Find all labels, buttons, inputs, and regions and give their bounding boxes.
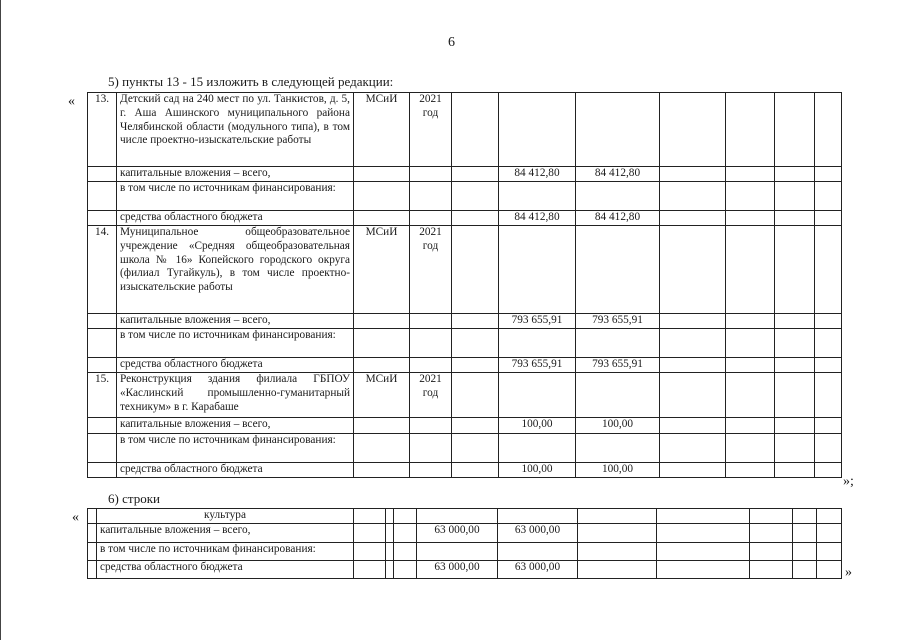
table2-open-quote: « [72, 510, 79, 525]
item-agency: МСиИ [354, 226, 410, 314]
regional-value-1: 100,00 [499, 463, 576, 478]
sources-label: в том числе по источникам финансирования: [117, 329, 354, 358]
sources-label: в том числе по источникам финансирования: [117, 182, 354, 211]
table-row [88, 182, 842, 211]
scan-edge-line [0, 0, 1, 640]
row-value-2 [498, 509, 578, 524]
table1-open-quote: « [68, 94, 75, 109]
item-agency: МСиИ [354, 373, 410, 418]
table-row [88, 211, 842, 226]
row-value-2 [498, 543, 578, 561]
culture-label: культура [97, 509, 354, 524]
capital-value-2: 793 655,91 [576, 314, 660, 329]
capital-label: капитальные вложения – всего, [117, 314, 354, 329]
table-row [88, 543, 842, 561]
table-row [88, 358, 842, 373]
section-5-heading: 5) пункты 13 - 15 изложить в следующей редакции: [108, 74, 394, 89]
regional-value-1: 63 000,00 [417, 561, 498, 579]
table-row [88, 226, 842, 314]
capital-label: капитальные вложения – всего, [97, 524, 354, 543]
table-items-13-15 [87, 92, 842, 478]
regional-value-1: 84 412,80 [499, 211, 576, 226]
row-value-1 [417, 509, 498, 524]
sources-label: в том числе по источникам финансирования: [97, 543, 354, 561]
regional-value-2: 100,00 [576, 463, 660, 478]
capital-value-1: 793 655,91 [499, 314, 576, 329]
table-culture-rows [87, 508, 842, 579]
table-row [88, 524, 842, 543]
page-number: 6 [448, 35, 455, 50]
capital-label: капитальные вложения – всего, [117, 418, 354, 434]
regional-value-2: 793 655,91 [576, 358, 660, 373]
item-number: 14. [88, 226, 117, 314]
table-row [88, 463, 842, 478]
capital-value-2: 63 000,00 [498, 524, 578, 543]
table-row [88, 167, 842, 182]
regional-budget-label: средства областного бюджета [117, 358, 354, 373]
regional-value-1: 793 655,91 [499, 358, 576, 373]
item-year: 2021 год [410, 373, 452, 418]
table-row [88, 314, 842, 329]
table-row [88, 561, 842, 579]
item-name: Детский сад на 240 мест по ул. Танкистов, д. 5, г. Аша Ашинского муниципального района Челябинской области (модульного типа), в том числе проектно-изыскательские работы [117, 93, 354, 167]
row-value-1 [417, 543, 498, 561]
item-name: Реконструкция здания филиала ГБПОУ «Каслинский промышленно-гуманитарный техникум» в г. Карабаше [117, 373, 354, 418]
table-row [88, 509, 842, 524]
regional-value-2: 84 412,80 [576, 211, 660, 226]
regional-budget-label: средства областного бюджета [117, 211, 354, 226]
capital-value-1: 100,00 [499, 418, 576, 434]
item-agency: МСиИ [354, 93, 410, 167]
table-row [88, 93, 842, 167]
regional-budget-label: средства областного бюджета [117, 463, 354, 478]
table-row [88, 418, 842, 434]
item-year: 2021 год [410, 226, 452, 314]
item-number: 15. [88, 373, 117, 418]
capital-value-1: 63 000,00 [417, 524, 498, 543]
item-name: Муниципальное общеобразовательное учреждение «Средняя общеобразовательная школа № 16» Копейского городского округа (филиал Тугайкуль), в том числе проектно-изыскательские работы [117, 226, 354, 314]
table-row [88, 373, 842, 418]
regional-value-2: 63 000,00 [498, 561, 578, 579]
capital-value-2: 100,00 [576, 418, 660, 434]
capital-value-2: 84 412,80 [576, 167, 660, 182]
table-row [88, 329, 842, 358]
section-6-heading: 6) строки [108, 491, 160, 506]
table-row [88, 434, 842, 463]
item-year: 2021 год [410, 93, 452, 167]
table2-close-quote: » [845, 565, 852, 580]
capital-value-1: 84 412,80 [499, 167, 576, 182]
capital-label: капитальные вложения – всего, [117, 167, 354, 182]
item-number: 13. [88, 93, 117, 167]
table1-close-quote: »; [843, 474, 854, 489]
sources-label: в том числе по источникам финансирования: [117, 434, 354, 463]
regional-budget-label: средства областного бюджета [97, 561, 354, 579]
